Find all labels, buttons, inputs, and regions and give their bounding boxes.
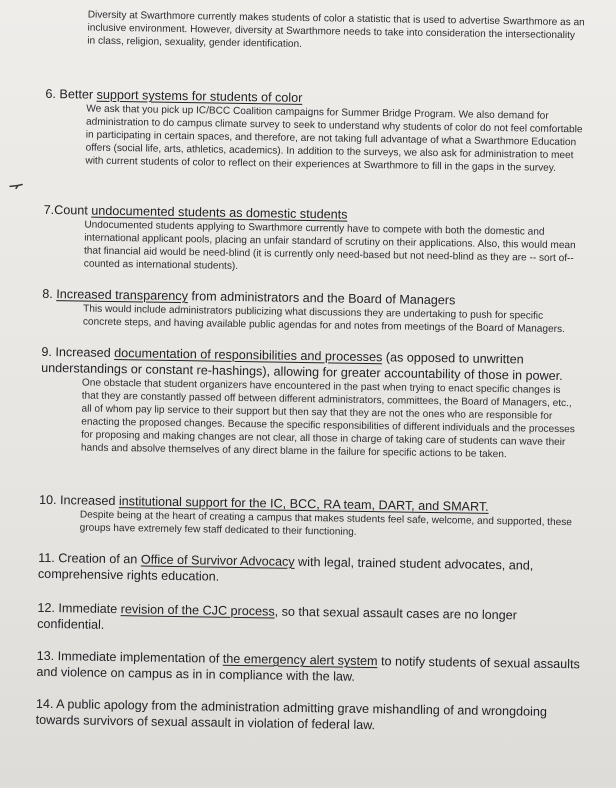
item-10-number: 10. Increased [39,492,120,509]
item-10-body: Despite being at the heart of creating a campus that makes students feel safe, welcome, and supported, these groups have extremely few staff dedicated to their functioning. [79,509,573,538]
item-13-number: 13. Immediate implementation of [36,648,223,666]
item-13-rest: to notify students of sexual assaults and violence on campus as in in compliance with the law. [36,654,580,684]
item-6-number: 6. Better [45,86,97,102]
item-7-body: Undocumented students applying to Swarthmore currently have to compete with both the domestic and international applicant pools, placing an unfair standard of scrutiny on their applications. Also, this would mean that financial aid would be need-blind (it is currently only need-based but not need-blind as they are -- sort of-- counted as international students). [83,219,576,272]
item-13 [0,647,590,688]
item-9-rest: (as opposed to unwritten understandings or constant re-hashings), allowing for greater accountability of those in power. [41,350,563,384]
item-8-body: This would include administrators publicizing what discussions they are undertaking to push for specific concrete steps, and having available public agendas for and notes from meetings of the Board of Managers. [82,303,565,336]
intro-text: Diversity at Swarthmore currently makes students of color a statistic that is used to advertise Swarthmore as an inclusive environment. However, diversity at Swarthmore needs to take into consideration the intersectionality in class, religion, sexuality, gender identification. [87,9,585,50]
item-8-underlined: Increased transparency [56,287,189,304]
item-10 [0,491,592,542]
item-11-heading [38,550,583,591]
item-12-rest: , so that sexual assault cases are no longer confidential. [37,604,518,632]
item-10-underlined: institutional support for the IC, BCC, RA team, DART, and SMART. [118,494,489,514]
item-12-underlined: revision of the CJC process [120,602,275,619]
item-14-heading [36,696,581,737]
item-13-heading [36,648,581,689]
item-6-body: We ask that you pick up IC/BCC Coalition campaigns for Summer Bridge Program. We also demand for administration to do campus climate survey to seek to understand why students of color do not feel comfortable in participating in certain spaces, and therefore, are not taking full advantage of what a Swarthmore Education offers (social life, arts, athletics, academics). In addition to the surveys, we also ask for administration to meet with current students of color to reflect on their experiences at Swarthmore to fill in the gaps in the survey. [85,103,583,174]
item-11 [0,549,591,590]
item-6-underlined: support systems for students of color [96,87,303,105]
item-11-underlined: Office of Survivor Advocacy [140,552,295,569]
item-11-number: 11. Creation of an [38,550,141,567]
intro-paragraph [0,7,600,55]
item-14 [0,695,589,736]
item-14-text: 14. A public apology from the administration admitting grave mishandling of and wrongdoing towards survivors of sexual assault in violation of federal law. [35,696,548,733]
item-6 [0,85,599,175]
pen-mark-icon [9,181,23,189]
item-7-number: 7.Count [43,202,92,218]
item-12-number: 12. Immediate [37,600,121,617]
item-9-underlined: documentation of responsibilities and processes [114,346,383,365]
item-11-rest: with legal, trained student advocates, and, comprehensive rights education. [37,554,534,584]
item-8 [0,285,595,336]
item-9-body: One obstacle that student organizers have encountered in the past when trying to enact specific changes is that they are constantly passed off between different administrators, committees, the Board of Managers, etc., all of whom pay lip service to their support but then say that they are not the ones who are responsible for enacting the proposed changes. Because the specific responsibilities of different individuals and the processes for proposing and making changes are not clear, all those in charge of taking care of students can wave their hands and absolve themselves of any direct blame in the failure for specific actions to be taken. [80,377,575,461]
item-12 [0,599,590,640]
item-7-underlined: undocumented students as domestic students [91,203,348,222]
item-9-number: 9. Increased [41,344,115,360]
item-7 [0,201,597,278]
item-8-rest: from administrators and the Board of Managers [187,289,456,308]
item-13-underlined: the emergency alert system [222,651,378,669]
item-8-number: 8. [42,286,57,302]
item-12-heading [37,600,582,641]
item-9 [0,343,594,462]
